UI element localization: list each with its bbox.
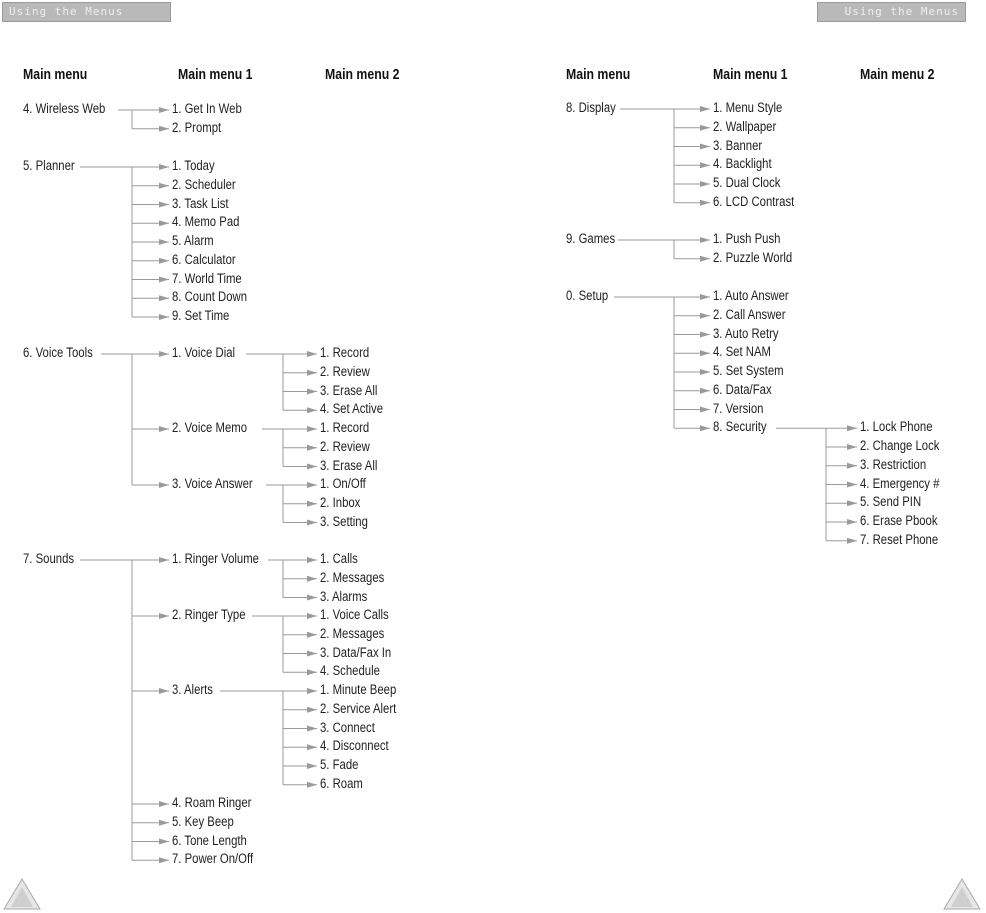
menu-voice-tools: 6. Voice Tools (23, 345, 93, 360)
submenu-security: 8. Security (713, 419, 767, 435)
voice-memo-item-3: 3. Erase All (320, 457, 378, 473)
menu-sounds: 7. Sounds (23, 551, 75, 566)
setup-item-7: 7. Version (713, 400, 764, 416)
planner-item-1: 1. Today (172, 158, 215, 173)
planner-item-8: 8. Count Down (172, 289, 248, 305)
security-item-6: 6. Erase Pbook (860, 513, 938, 528)
menu-wireless-web: 4. Wireless Web (23, 101, 106, 116)
security-item-5: 5. Send PIN (860, 494, 922, 510)
setup-item-5: 5. Set System (713, 363, 784, 378)
display-item-3: 3. Banner (713, 137, 763, 153)
corner-triangle-right-icon (942, 877, 982, 911)
security-item-2: 2. Change Lock (860, 438, 940, 453)
left-col-main-menu-1: Main menu 1 (178, 66, 253, 83)
corner-triangle-left-icon (2, 877, 42, 911)
menu-planner: 5. Planner (23, 158, 75, 173)
sounds-item-7: 7. Power On/Off (172, 851, 254, 867)
submenu-voice-answer: 3. Voice Answer (172, 476, 253, 491)
planner-item-2: 2. Scheduler (172, 176, 236, 192)
games-item-1: 1. Push Push (713, 231, 781, 246)
sounds-item-5: 5. Key Beep (172, 813, 234, 829)
page-header-left: Using the Menus (2, 2, 171, 22)
alerts-item-1: 1. Minute Beep (320, 682, 397, 697)
voice-dial-item-4: 4. Set Active (320, 401, 384, 417)
submenu-voice-dial: 1. Voice Dial (172, 345, 236, 360)
ringer-type-item-3: 3. Data/Fax In (320, 644, 392, 660)
display-item-4: 4. Backlight (713, 156, 772, 172)
voice-dial-item-2: 2. Review (320, 363, 370, 379)
planner-item-9: 9. Set Time (172, 308, 230, 323)
setup-item-1: 1. Auto Answer (713, 288, 789, 303)
display-item-5: 5. Dual Clock (713, 175, 781, 190)
voice-dial-item-3: 3. Erase All (320, 382, 378, 398)
submenu-alerts: 3. Alerts (172, 682, 213, 697)
planner-item-5: 5. Alarm (172, 233, 214, 248)
ringer-type-item-1: 1. Voice Calls (320, 607, 389, 622)
planner-item-3: 3. Task List (172, 195, 229, 211)
sounds-item-4: 4. Roam Ringer (172, 795, 252, 810)
alerts-item-5: 5. Fade (320, 757, 359, 772)
ringer-volume-item-1: 1. Calls (320, 551, 358, 566)
ringer-volume-item-3: 3. Alarms (320, 588, 368, 604)
planner-item-4: 4. Memo Pad (172, 214, 240, 230)
voice-answer-item-1: 1. On/Off (320, 476, 366, 491)
voice-answer-item-2: 2. Inbox (320, 494, 361, 510)
right-col-main-menu: Main menu (566, 66, 631, 83)
voice-dial-item-1: 1. Record (320, 345, 370, 360)
planner-item-6: 6. Calculator (172, 251, 236, 267)
sounds-item-6: 6. Tone Length (172, 832, 247, 848)
display-item-2: 2. Wallpaper (713, 118, 777, 134)
left-col-main-menu-2: Main menu 2 (325, 66, 400, 83)
games-item-2: 2. Puzzle World (713, 249, 793, 265)
wireless-web-item-1: 1. Get In Web (172, 101, 242, 116)
setup-item-6: 6. Data/Fax (713, 381, 772, 397)
security-item-3: 3. Restriction (860, 456, 927, 472)
ringer-type-item-2: 2. Messages (320, 625, 385, 641)
submenu-ringer-volume: 1. Ringer Volume (172, 551, 259, 566)
voice-memo-item-1: 1. Record (320, 420, 370, 435)
menu-games: 9. Games (566, 231, 616, 246)
wireless-web-item-2: 2. Prompt (172, 119, 222, 135)
right-col-main-menu-1: Main menu 1 (713, 66, 788, 83)
security-item-1: 1. Lock Phone (860, 419, 933, 435)
display-item-1: 1. Menu Style (713, 100, 783, 115)
submenu-ringer-type: 2. Ringer Type (172, 607, 246, 622)
voice-memo-item-2: 2. Review (320, 438, 370, 454)
setup-item-4: 4. Set NAM (713, 344, 771, 360)
display-item-6: 6. LCD Contrast (713, 193, 795, 209)
left-col-main-menu: Main menu (23, 66, 88, 83)
alerts-item-6: 6. Roam (320, 775, 363, 791)
alerts-item-3: 3. Connect (320, 719, 375, 735)
right-col-main-menu-2: Main menu 2 (860, 66, 935, 83)
submenu-voice-memo: 2. Voice Memo (172, 420, 248, 435)
menu-setup: 0. Setup (566, 288, 609, 303)
setup-item-3: 3. Auto Retry (713, 325, 779, 341)
security-item-7: 7. Reset Phone (860, 531, 939, 547)
security-item-4: 4. Emergency # (860, 475, 940, 491)
voice-answer-item-3: 3. Setting (320, 513, 368, 529)
menu-display: 8. Display (566, 100, 616, 115)
setup-item-2: 2. Call Answer (713, 306, 786, 322)
ringer-type-item-4: 4. Schedule (320, 663, 380, 679)
alerts-item-2: 2. Service Alert (320, 700, 397, 716)
alerts-item-4: 4. Disconnect (320, 738, 389, 754)
planner-item-7: 7. World Time (172, 270, 242, 286)
ringer-volume-item-2: 2. Messages (320, 569, 385, 585)
page-header-right: Using the Menus (817, 2, 966, 22)
